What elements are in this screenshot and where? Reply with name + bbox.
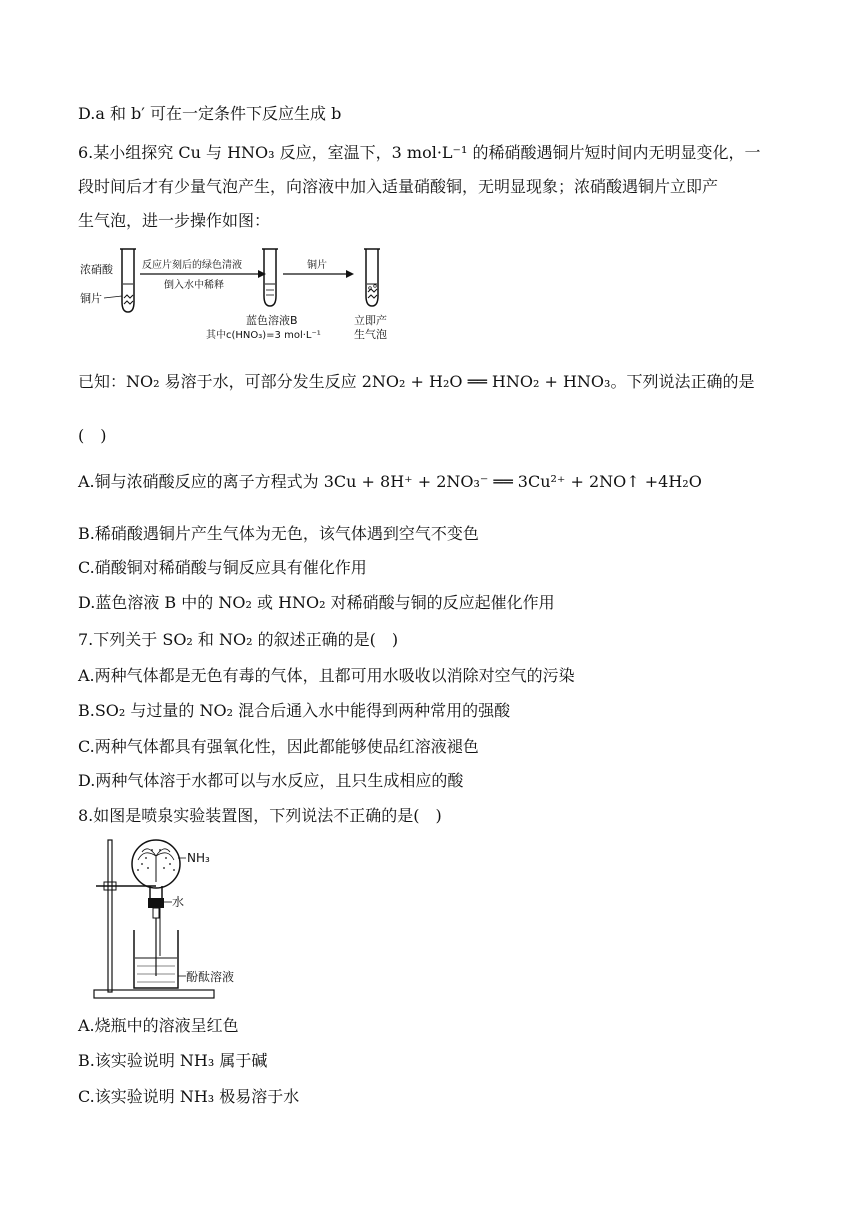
q7-option-c: C.两种气体都具有强氧化性，因此都能够使品红溶液褪色 [78, 737, 479, 756]
q6-stem-line3: 生气泡，进一步操作如图： [78, 211, 271, 230]
q8-stem: 8.如图是喷泉实验装置图，下列说法不正确的是( ) [78, 806, 442, 825]
q7-stem: 7.下列关于 SO₂ 和 NO₂ 的叙述正确的是( ) [78, 630, 399, 649]
water-label: 水 [172, 895, 185, 909]
q8-option-c: C.该实验说明 NH₃ 极易溶于水 [78, 1087, 300, 1106]
phenolphthalein-label: 酚酞溶液 [186, 970, 235, 984]
q6-option-c: C.硝酸铜对稀硝酸与铜反应具有催化作用 [78, 558, 367, 577]
q6-option-d: D.蓝色溶液 B 中的 NO₂ 或 HNO₂ 对稀硝酸与铜的反应起催化作用 [78, 593, 555, 612]
stopper-and-tubes [148, 898, 164, 976]
q7-option-a: A.两种气体都是无色有毒的气体，且都可用水吸收以消除对空气的污染 [78, 666, 575, 685]
conc-acid-label: 浓硝酸 [80, 263, 113, 276]
q6-option-a: A.铜与浓硝酸反应的离子方程式为 3Cu + 8H⁺ + 2NO₃⁻ ══ 3Cu²⁺ + 2NO↑ +4H₂O [78, 472, 702, 491]
test-tube-2 [262, 249, 278, 306]
q6-option-b: B.稀硝酸遇铜片产生气体为无色，该气体遇到空气不变色 [78, 524, 479, 543]
ammonia-label: NH₃ [187, 851, 210, 865]
nitric-acid-experiment-figure [78, 244, 408, 346]
bubbles-label-1: 立即产 [354, 314, 387, 327]
q5-option-d: D.a 和 b′ 可在一定条件下反应生成 b [78, 104, 342, 123]
concentration-note: 其中c(HNO₃)=3 mol·L⁻¹ [206, 330, 321, 341]
arrow1-bottom-label: 倒入水中稀释 [164, 280, 224, 291]
copper-label-1: 铜片 [80, 292, 102, 305]
arrow2-label: 铜片 [307, 260, 327, 271]
bubbles-label-2: 生气泡 [354, 328, 387, 341]
test-tube-1 [120, 249, 136, 312]
q7-option-d: D.两种气体溶于水都可以与水反应，且只生成相应的酸 [78, 771, 464, 790]
q6-answer-paren: ( ) [78, 426, 107, 445]
q8-option-b: B.该实验说明 NH₃ 属于碱 [78, 1051, 268, 1070]
fountain-experiment-figure [90, 836, 270, 1002]
q8-option-a: A.烧瓶中的溶液呈红色 [78, 1016, 239, 1035]
q6-stem-line2: 段时间后才有少量气泡产生，向溶液中加入适量硝酸铜，无明显现象；浓硝酸遇铜片立即产 [78, 177, 719, 196]
test-tube-3 [364, 249, 380, 306]
arrow1-top-label: 反应片刻后的绿色清液 [142, 260, 242, 271]
q7-option-b: B.SO₂ 与过量的 NO₂ 混合后通入水中能得到两种常用的强酸 [78, 701, 511, 720]
q6-known-condition: 已知：NO₂ 易溶于水，可部分发生反应 2NO₂ + H₂O ══ HNO₂ + HNO₃。下列说法正确的是 [78, 372, 755, 391]
q6-stem-line1: 6.某小组探究 Cu 与 HNO₃ 反应，室温下，3 mol·L⁻¹ 的稀硝酸遇铜片短时间内无明显变化，一 [78, 143, 761, 162]
round-bottom-flask [132, 840, 180, 898]
solution-b-label: 蓝色溶液B [246, 314, 298, 327]
